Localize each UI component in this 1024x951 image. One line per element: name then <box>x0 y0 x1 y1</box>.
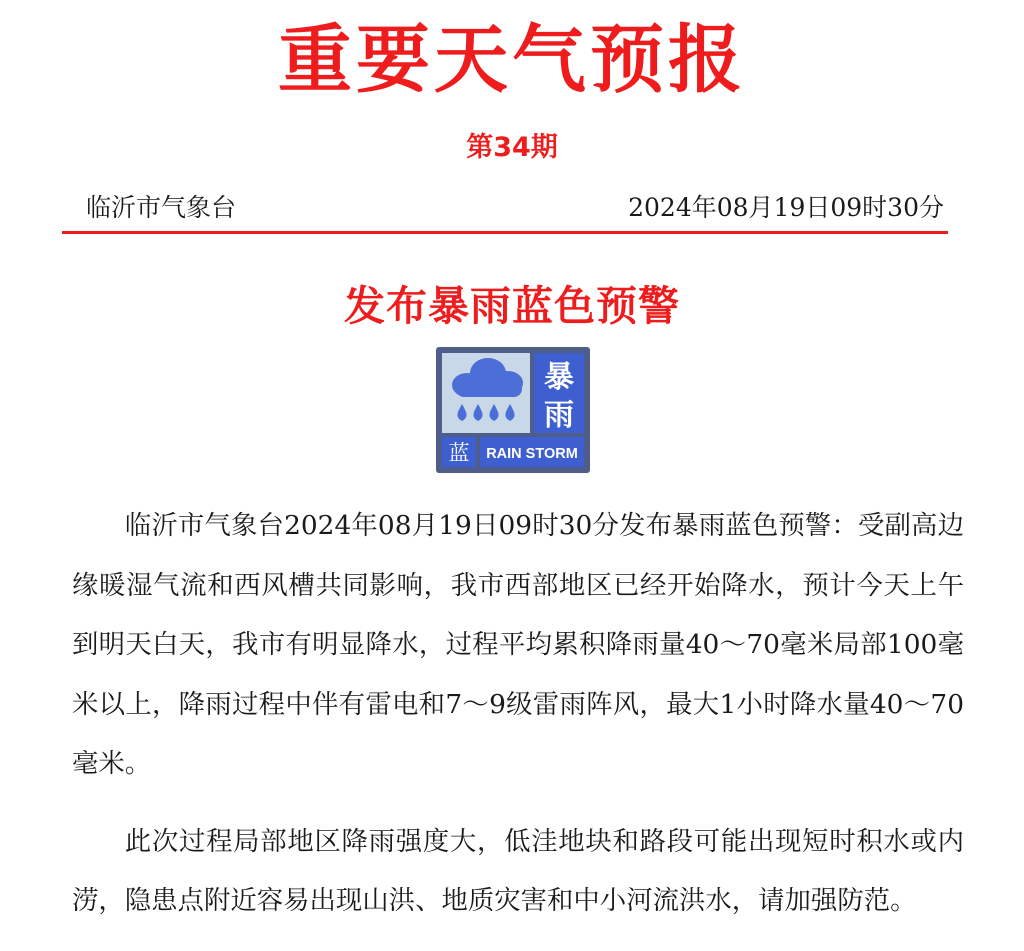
issue-time: 2024年08月19日09时30分 <box>628 193 944 222</box>
warning-title: 发布暴雨蓝色预警 <box>344 282 680 330</box>
warning-body <box>72 496 964 949</box>
icon-english-label: RAIN STORM <box>486 446 578 462</box>
body-paragraph-2: 此次过程局部地区降雨强度大，低洼地块和路段可能出现短时积水或内涝，隐患点附近容易出现山洪、地质灾害和中小河流洪水，请加强防范。 <box>72 825 964 916</box>
icon-label-bottom: 雨 <box>544 398 574 433</box>
issuer: 临沂市气象台 <box>86 193 237 222</box>
icon-color-label: 蓝 <box>448 441 470 465</box>
meta-row <box>62 186 948 230</box>
report-title: 重要天气预报 <box>278 17 746 103</box>
rainstorm-blue-warning-icon <box>436 347 590 473</box>
body-paragraph-1: 临沂市气象台2024年08月19日09时30分发布暴雨蓝色预警：受副高边缘暖湿气流和西风槽共同影响，我市西部地区已经开始降水，预计今天上午到明天白天，我市有明显降水，过程平均累积降雨量40～70毫米局部100毫米以上，降雨过程中伴有雷电和7～9级雷雨阵风，最大1小时降水量40～70毫米。 <box>72 510 964 779</box>
red-divider <box>62 231 948 234</box>
icon-label-top: 暴 <box>544 360 574 395</box>
issue-number: 第34期 <box>466 132 558 163</box>
